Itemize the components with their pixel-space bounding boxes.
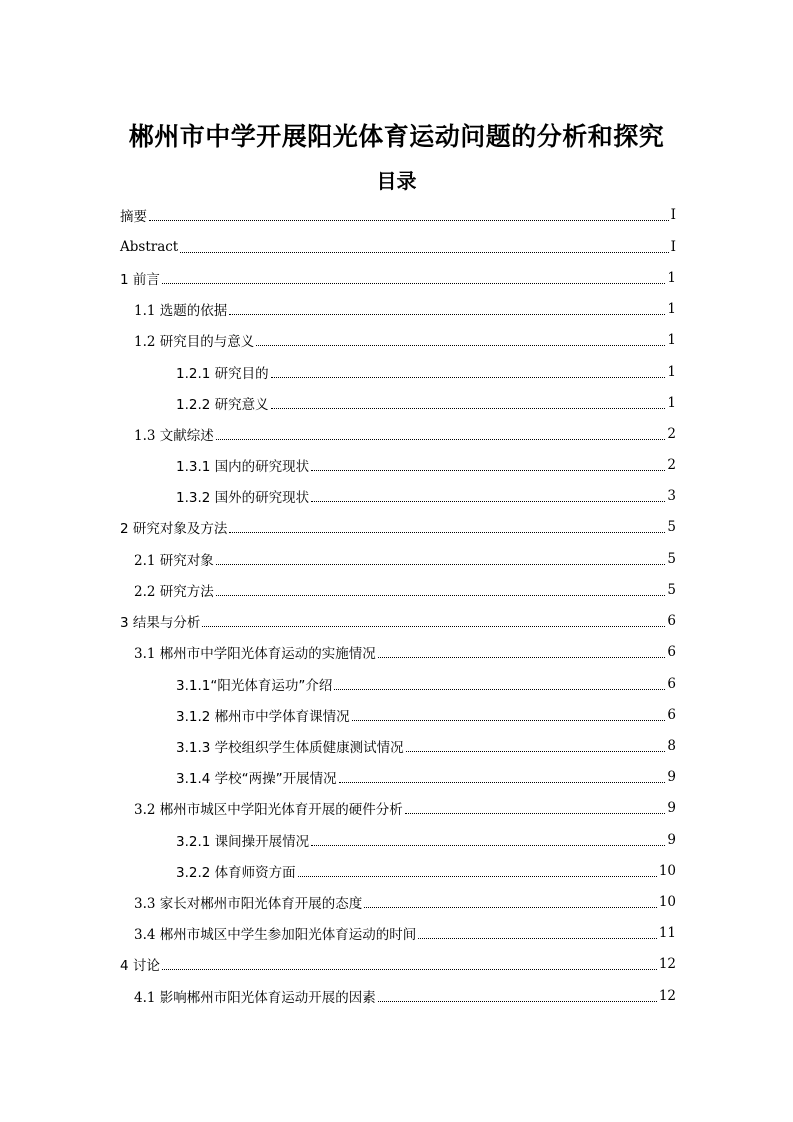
- toc-page-number: 1: [667, 363, 676, 380]
- toc-leader-dots: [334, 668, 665, 699]
- toc-leader-dots: [149, 199, 669, 230]
- toc-entry-label: 3.1.4 学校“两操”开展情况: [176, 770, 337, 787]
- toc-entry-label: 1.3.1 国内的研究现状: [176, 458, 310, 475]
- toc-leader-dots: [378, 636, 666, 667]
- toc-entry-1-2-2[interactable]: [176, 387, 676, 418]
- toc-page-number: 5: [667, 550, 676, 567]
- toc-page-number: 6: [667, 612, 676, 629]
- toc-leader-dots: [216, 543, 666, 574]
- toc-entry-label: 3.2 郴州市城区中学阳光体育开展的硬件分析: [134, 801, 403, 818]
- toc-entry-label: 1.3.2 国外的研究现状: [176, 489, 310, 506]
- toc-leader-dots: [405, 792, 666, 823]
- toc-entry-2-1[interactable]: [134, 543, 676, 574]
- toc-entry-label: 1.2.1 研究目的: [176, 365, 269, 382]
- toc-entry-label: 1 前言: [120, 271, 160, 288]
- toc-entry-4-1[interactable]: [134, 980, 676, 1011]
- toc-leader-dots: [256, 324, 665, 355]
- toc-leader-dots: [162, 948, 657, 979]
- toc-leader-dots: [298, 855, 657, 886]
- toc-leader-dots: [311, 824, 665, 855]
- toc-page-number: 1: [667, 331, 676, 348]
- toc-leader-dots: [180, 231, 668, 262]
- toc-entry-label: 1.2 研究目的与意义: [134, 333, 255, 350]
- toc-page-number: 1: [667, 394, 676, 411]
- toc-entry-label: 3 结果与分析: [120, 614, 201, 631]
- toc-leader-dots: [378, 980, 657, 1011]
- toc-page-number: 5: [667, 518, 676, 535]
- toc-page-number: 2: [667, 425, 676, 442]
- toc-entry-abstract-cn[interactable]: [120, 199, 676, 230]
- toc-leader-dots: [339, 761, 666, 792]
- toc-entry-2-2[interactable]: [134, 574, 676, 605]
- toc-page-number: 6: [667, 706, 676, 723]
- toc-entry-label: 3.2.1 课间操开展情况: [176, 833, 310, 850]
- toc-page-number: 11: [658, 924, 676, 941]
- toc-leader-dots: [352, 699, 666, 730]
- toc-entry-label: 3.2.2 体育师资方面: [176, 864, 296, 881]
- toc-leader-dots: [271, 356, 666, 387]
- toc-page-number: 8: [667, 737, 676, 754]
- toc-leader-dots: [311, 449, 665, 480]
- toc-page-number: 10: [658, 893, 676, 910]
- toc-entry-3-3[interactable]: [134, 886, 676, 917]
- toc-entry-label: 摘要: [120, 208, 147, 225]
- toc-entry-label: 1.3 文献综述: [134, 427, 214, 444]
- toc-page-number: 9: [667, 768, 676, 785]
- toc-leader-dots: [229, 511, 665, 542]
- toc-entry-1-2-1[interactable]: [176, 356, 676, 387]
- toc-entry-1-1[interactable]: [134, 293, 676, 324]
- toc-entry-3-4[interactable]: [134, 917, 676, 948]
- toc-entry-label: 3.1 郴州市中学阳光体育运动的实施情况: [134, 645, 376, 662]
- toc-leader-dots: [229, 293, 665, 324]
- toc-page-number: 9: [667, 831, 676, 848]
- toc-leader-dots: [216, 418, 666, 449]
- toc-leader-dots: [406, 730, 666, 761]
- toc-entry-3[interactable]: [120, 605, 676, 636]
- toc-heading: 目录: [376, 169, 417, 193]
- toc-entry-label: 2.1 研究对象: [134, 552, 214, 569]
- toc-page-number: 1: [667, 300, 676, 317]
- toc-entry-label: 1.1 选题的依据: [134, 302, 228, 319]
- toc-entry-1-3-2[interactable]: [176, 480, 676, 511]
- toc-entry-abstract-en[interactable]: [120, 231, 676, 262]
- toc-entry-2[interactable]: [120, 511, 676, 542]
- toc-leader-dots: [271, 387, 666, 418]
- toc-entry-3-1-3[interactable]: [176, 730, 676, 761]
- toc-entry-label: 3.1.3 学校组织学生体质健康测试情况: [176, 739, 404, 756]
- toc-entry-label: 2.2 研究方法: [134, 583, 214, 600]
- toc-page-number: 6: [667, 675, 676, 692]
- toc-entry-3-2-2[interactable]: [176, 855, 676, 886]
- toc-entry-3-2-1[interactable]: [176, 824, 676, 855]
- toc-entry-label: 2 研究对象及方法: [120, 520, 228, 537]
- toc-page-number: 5: [667, 581, 676, 598]
- toc-entry-3-2[interactable]: [134, 792, 676, 823]
- toc-entry-label: 4 讨论: [120, 957, 160, 974]
- toc-page-number: 6: [667, 643, 676, 660]
- toc-leader-dots: [162, 262, 666, 293]
- toc-page-number: 10: [658, 862, 676, 879]
- toc-entry-1[interactable]: [120, 262, 676, 293]
- toc-entry-3-1[interactable]: [134, 636, 676, 667]
- toc-entry-label: 3.1.1“阳光体育运功”介绍: [176, 677, 333, 694]
- toc-leader-dots: [418, 917, 657, 948]
- toc-page-number: 9: [667, 799, 676, 816]
- toc-leader-dots: [216, 574, 666, 605]
- toc-entry-3-1-1[interactable]: [176, 668, 676, 699]
- toc-page-number: 12: [658, 955, 676, 972]
- toc-leader-dots: [202, 605, 665, 636]
- toc-page-number: 3: [667, 487, 676, 504]
- toc-entry-4[interactable]: [120, 948, 676, 979]
- toc-entry-1-2[interactable]: [134, 324, 676, 355]
- toc-entry-label: 3.3 家长对郴州市阳光体育开展的态度: [134, 895, 363, 912]
- toc-leader-dots: [311, 480, 665, 511]
- toc-leader-dots: [364, 886, 657, 917]
- document-title: 郴州市中学开展阳光体育运动问题的分析和探究: [128, 122, 665, 151]
- toc-entry-label: 3.4 郴州市城区中学生参加阳光体育运动的时间: [134, 926, 417, 943]
- toc-page-number: I: [670, 206, 676, 223]
- toc-entry-label: 4.1 影响郴州市阳光体育运动开展的因素: [134, 989, 376, 1006]
- toc-entry-label: 3.1.2 郴州市中学体育课情况: [176, 708, 350, 725]
- toc-entry-label: Abstract: [120, 238, 179, 255]
- toc-page-number: 1: [667, 269, 676, 286]
- toc-entry-label: 1.2.2 研究意义: [176, 396, 269, 413]
- toc-entry-1-3-1[interactable]: [176, 449, 676, 480]
- toc-page-number: 12: [658, 987, 676, 1004]
- toc-page-number: I: [670, 238, 676, 255]
- toc-entry-3-1-2[interactable]: [176, 699, 676, 730]
- toc-page-number: 2: [667, 456, 676, 473]
- toc-entry-3-1-4[interactable]: [176, 761, 676, 792]
- toc-entry-1-3[interactable]: [134, 418, 676, 449]
